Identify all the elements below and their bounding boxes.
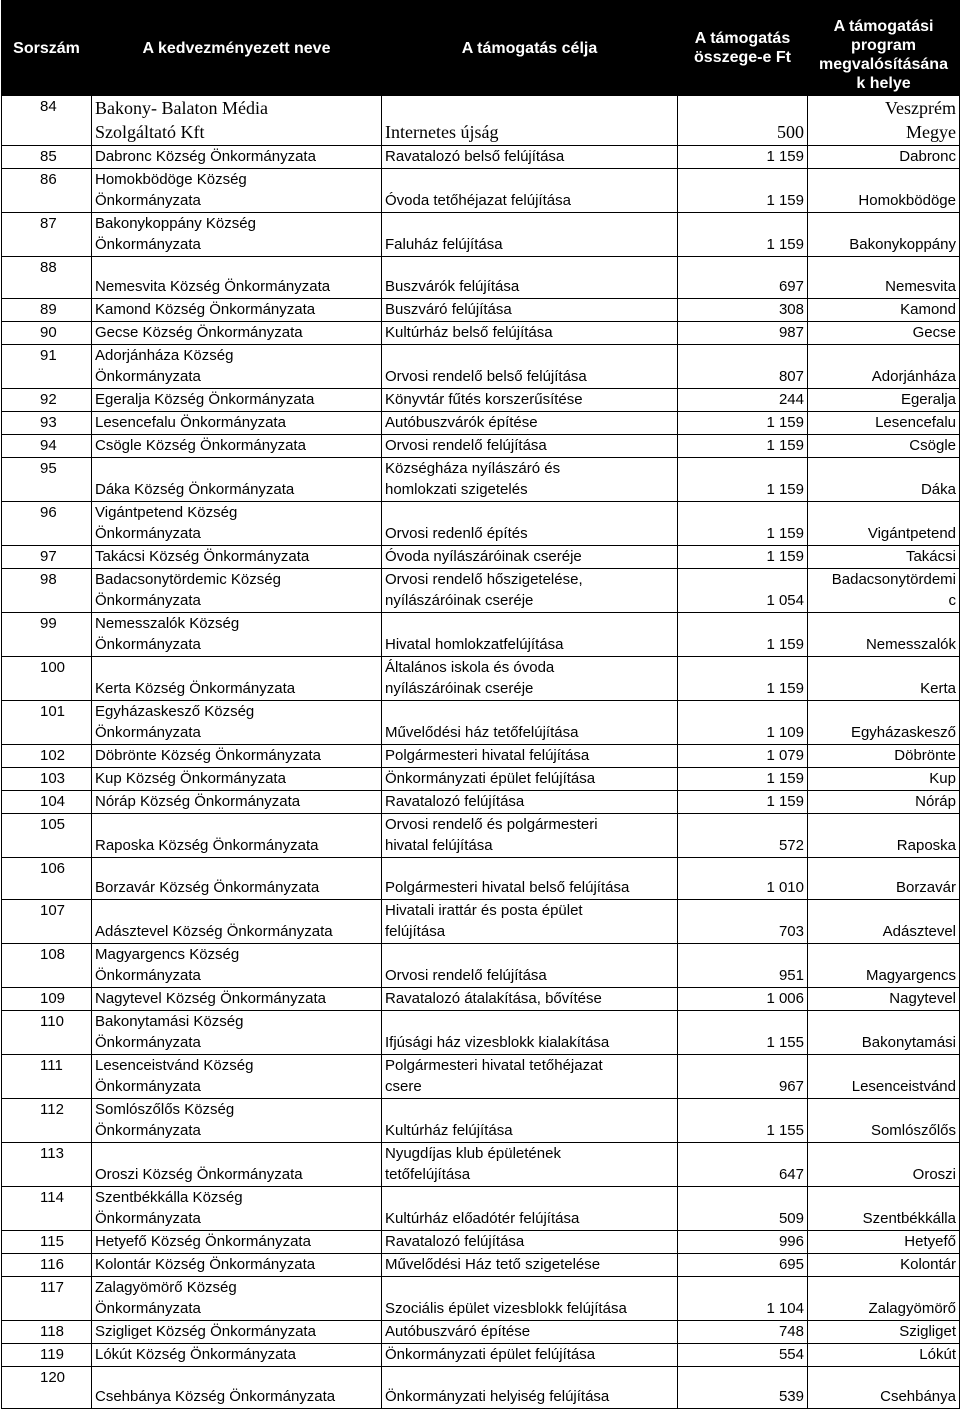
cell-name: Hetyefő Község Önkormányzata xyxy=(92,1231,382,1254)
cell-purpose: Orvosi rendelő belső felújítása xyxy=(382,345,678,389)
table-row xyxy=(2,1011,960,1055)
cell-location: Hetyefő xyxy=(808,1231,960,1254)
cell-location: Egyházaskesző xyxy=(808,701,960,745)
cell-purpose: Könyvtár fűtés korszerűsítése xyxy=(382,389,678,412)
cell-amount: 554 xyxy=(678,1344,808,1367)
header-name: A kedvezményezett neve xyxy=(92,1,382,96)
cell-purpose: Autóbuszváró építése xyxy=(382,1321,678,1344)
cell-name: Egeralja Község Önkormányzata xyxy=(92,389,382,412)
cell-purpose: Ravatalozó belső felújítása xyxy=(382,146,678,169)
cell-amount: 1 006 xyxy=(678,988,808,1011)
cell-num: 104 xyxy=(2,791,92,814)
cell-num: 90 xyxy=(2,322,92,345)
cell-purpose: Hivatal homlokzatfelújítása xyxy=(382,613,678,657)
cell-name: Dáka Község Önkormányzata xyxy=(92,458,382,502)
cell-location: Zalagyömörő xyxy=(808,1277,960,1321)
cell-location: Szentbékkálla xyxy=(808,1187,960,1231)
cell-name: Adorjánháza Község Önkormányzata xyxy=(92,345,382,389)
cell-location: Lesenceistvánd xyxy=(808,1055,960,1099)
cell-num: 107 xyxy=(2,900,92,944)
cell-num: 101 xyxy=(2,701,92,745)
cell-amount: 1 159 xyxy=(678,146,808,169)
cell-purpose: Orvosi rendelő hőszigetelése, nyílászáróinak cseréje xyxy=(382,569,678,613)
cell-amount: 1 159 xyxy=(678,458,808,502)
table-header xyxy=(2,1,960,96)
cell-name: Gecse Község Önkormányzata xyxy=(92,322,382,345)
cell-num: 94 xyxy=(2,435,92,458)
table-row xyxy=(2,858,960,900)
cell-location: Borzavár xyxy=(808,858,960,900)
cell-amount: 1 159 xyxy=(678,791,808,814)
cell-num: 86 xyxy=(2,169,92,213)
cell-num: 85 xyxy=(2,146,92,169)
table-row xyxy=(2,745,960,768)
table-row xyxy=(2,657,960,701)
cell-amount: 1 159 xyxy=(678,546,808,569)
cell-amount: 807 xyxy=(678,345,808,389)
header-purpose: A támogatás célja xyxy=(382,1,678,96)
table-row xyxy=(2,1143,960,1187)
cell-num: 106 xyxy=(2,858,92,900)
cell-num: 84 xyxy=(2,96,92,146)
cell-purpose: Ifjúsági ház vizesblokk kialakítása xyxy=(382,1011,678,1055)
cell-purpose: Hivatali irattár és posta épület felújítása xyxy=(382,900,678,944)
cell-location: Adásztevel xyxy=(808,900,960,944)
cell-amount: 695 xyxy=(678,1254,808,1277)
cell-location: Egeralja xyxy=(808,389,960,412)
cell-purpose: Községháza nyílászáró és homlokzati szigetelés xyxy=(382,458,678,502)
table-row xyxy=(2,502,960,546)
cell-purpose: Faluház felújítása xyxy=(382,213,678,257)
cell-num: 100 xyxy=(2,657,92,701)
table-row xyxy=(2,791,960,814)
cell-amount: 967 xyxy=(678,1055,808,1099)
cell-purpose: Orvosi rendelő felújítása xyxy=(382,944,678,988)
cell-purpose: Polgármesteri hivatal tetőhéjazat csere xyxy=(382,1055,678,1099)
cell-purpose: Művelődési ház tetőfelújítása xyxy=(382,701,678,745)
cell-location: Csehbánya xyxy=(808,1367,960,1409)
cell-name: Somlószőlős Község Önkormányzata xyxy=(92,1099,382,1143)
table-row xyxy=(2,257,960,299)
table-row xyxy=(2,1277,960,1321)
cell-num: 113 xyxy=(2,1143,92,1187)
cell-amount: 1 159 xyxy=(678,412,808,435)
cell-location: Lókút xyxy=(808,1344,960,1367)
cell-location: Kerta xyxy=(808,657,960,701)
cell-num: 92 xyxy=(2,389,92,412)
cell-amount: 1 159 xyxy=(678,502,808,546)
table-row xyxy=(2,546,960,569)
cell-amount: 1 159 xyxy=(678,169,808,213)
table-row xyxy=(2,1254,960,1277)
cell-purpose: Kultúrház felújítása xyxy=(382,1099,678,1143)
cell-purpose: Nyugdíjas klub épületének tetőfelújítása xyxy=(382,1143,678,1187)
cell-purpose: Önkormányzati helyiség felújítása xyxy=(382,1367,678,1409)
cell-amount: 539 xyxy=(678,1367,808,1409)
cell-name: Bakony- Balaton Média Szolgáltató Kft xyxy=(92,96,382,146)
grants-table xyxy=(1,0,960,1409)
cell-name: Adásztevel Község Önkormányzata xyxy=(92,900,382,944)
cell-num: 119 xyxy=(2,1344,92,1367)
cell-num: 99 xyxy=(2,613,92,657)
cell-name: Lesencefalu Önkormányzata xyxy=(92,412,382,435)
cell-name: Csehbánya Község Önkormányzata xyxy=(92,1367,382,1409)
cell-name: Lókút Község Önkormányzata xyxy=(92,1344,382,1367)
cell-amount: 1 159 xyxy=(678,613,808,657)
cell-name: Nóráp Község Önkormányzata xyxy=(92,791,382,814)
table-row xyxy=(2,900,960,944)
cell-num: 114 xyxy=(2,1187,92,1231)
cell-name: Raposka Község Önkormányzata xyxy=(92,814,382,858)
cell-location: Takácsi xyxy=(808,546,960,569)
cell-name: Dabronc Község Önkormányzata xyxy=(92,146,382,169)
cell-purpose: Óvoda tetőhéjazat felújítása xyxy=(382,169,678,213)
cell-amount: 1 159 xyxy=(678,213,808,257)
cell-num: 109 xyxy=(2,988,92,1011)
cell-amount: 308 xyxy=(678,299,808,322)
cell-name: Nagytevel Község Önkormányzata xyxy=(92,988,382,1011)
cell-num: 87 xyxy=(2,213,92,257)
cell-amount: 987 xyxy=(678,322,808,345)
cell-purpose: Orvosi rendelő felújítása xyxy=(382,435,678,458)
cell-purpose: Orvosi rendelő és polgármesteri hivatal felújítása xyxy=(382,814,678,858)
cell-purpose: Kultúrház előadótér felújítása xyxy=(382,1187,678,1231)
cell-num: 105 xyxy=(2,814,92,858)
cell-purpose: Óvoda nyílászáróinak cseréje xyxy=(382,546,678,569)
table-row xyxy=(2,701,960,745)
table-row xyxy=(2,1099,960,1143)
cell-purpose: Kultúrház belső felújítása xyxy=(382,322,678,345)
cell-name: Bakonytamási Község Önkormányzata xyxy=(92,1011,382,1055)
table-row xyxy=(2,1187,960,1231)
cell-amount: 1 159 xyxy=(678,435,808,458)
cell-amount: 1 159 xyxy=(678,657,808,701)
cell-amount: 996 xyxy=(678,1231,808,1254)
cell-amount: 647 xyxy=(678,1143,808,1187)
cell-amount: 697 xyxy=(678,257,808,299)
cell-location: Nemesvita xyxy=(808,257,960,299)
table-row xyxy=(2,435,960,458)
cell-name: Egyházaskesző Község Önkormányzata xyxy=(92,701,382,745)
table-row xyxy=(2,345,960,389)
table-row xyxy=(2,613,960,657)
cell-purpose: Autóbuszvárók építése xyxy=(382,412,678,435)
cell-num: 120 xyxy=(2,1367,92,1409)
table-row xyxy=(2,96,960,146)
cell-location: Somlószőlős xyxy=(808,1099,960,1143)
table-row xyxy=(2,1231,960,1254)
table-row xyxy=(2,768,960,791)
cell-purpose: Orvosi redenlő építés xyxy=(382,502,678,546)
cell-name: Zalagyömörő Község Önkormányzata xyxy=(92,1277,382,1321)
cell-location: Lesencefalu xyxy=(808,412,960,435)
cell-amount: 1 155 xyxy=(678,1011,808,1055)
cell-name: Magyargencs Község Önkormányzata xyxy=(92,944,382,988)
header-location: A támogatási program megvalósításána k helye xyxy=(808,1,960,96)
cell-name: Lesenceistvánd Község Önkormányzata xyxy=(92,1055,382,1099)
cell-name: Oroszi Község Önkormányzata xyxy=(92,1143,382,1187)
cell-purpose: Buszvárók felújítása xyxy=(382,257,678,299)
cell-amount: 1 159 xyxy=(678,768,808,791)
table-row xyxy=(2,299,960,322)
cell-location: Bakonytamási xyxy=(808,1011,960,1055)
cell-location: Veszprém Megye xyxy=(808,96,960,146)
cell-purpose: Általános iskola és óvoda nyílászáróinak cseréje xyxy=(382,657,678,701)
cell-amount: 1 104 xyxy=(678,1277,808,1321)
table-row xyxy=(2,944,960,988)
cell-num: 110 xyxy=(2,1011,92,1055)
table-body xyxy=(2,96,960,1409)
cell-num: 102 xyxy=(2,745,92,768)
cell-num: 95 xyxy=(2,458,92,502)
cell-purpose: Buszváró felújítása xyxy=(382,299,678,322)
cell-location: Raposka xyxy=(808,814,960,858)
table-row xyxy=(2,1321,960,1344)
cell-name: Homokbödöge Község Önkormányzata xyxy=(92,169,382,213)
cell-location: Dabronc xyxy=(808,146,960,169)
table-row xyxy=(2,322,960,345)
cell-purpose: Ravatalozó felújítása xyxy=(382,1231,678,1254)
cell-location: Homokbödöge xyxy=(808,169,960,213)
cell-location: Kamond xyxy=(808,299,960,322)
cell-name: Takácsi Község Önkormányzata xyxy=(92,546,382,569)
cell-name: Kamond Község Önkormányzata xyxy=(92,299,382,322)
cell-location: Magyargencs xyxy=(808,944,960,988)
cell-purpose: Szociális épület vizesblokk felújítása xyxy=(382,1277,678,1321)
cell-location: Adorjánháza xyxy=(808,345,960,389)
cell-amount: 1 054 xyxy=(678,569,808,613)
table-row xyxy=(2,988,960,1011)
cell-name: Kolontár Község Önkormányzata xyxy=(92,1254,382,1277)
cell-amount: 703 xyxy=(678,900,808,944)
cell-name: Nemesszalók Község Önkormányzata xyxy=(92,613,382,657)
cell-purpose: Művelődési Ház tető szigetelése xyxy=(382,1254,678,1277)
table-row xyxy=(2,213,960,257)
cell-purpose: Polgármesteri hivatal belső felújítása xyxy=(382,858,678,900)
cell-location: Oroszi xyxy=(808,1143,960,1187)
cell-amount: 509 xyxy=(678,1187,808,1231)
cell-name: Kup Község Önkormányzata xyxy=(92,768,382,791)
cell-location: Bakonykoppány xyxy=(808,213,960,257)
cell-amount: 1 010 xyxy=(678,858,808,900)
cell-location: Kup xyxy=(808,768,960,791)
cell-num: 115 xyxy=(2,1231,92,1254)
cell-num: 103 xyxy=(2,768,92,791)
cell-name: Nemesvita Község Önkormányzata xyxy=(92,257,382,299)
cell-location: Gecse xyxy=(808,322,960,345)
cell-name: Borzavár Község Önkormányzata xyxy=(92,858,382,900)
cell-location: Szigliget xyxy=(808,1321,960,1344)
cell-amount: 572 xyxy=(678,814,808,858)
cell-name: Szentbékkálla Község Önkormányzata xyxy=(92,1187,382,1231)
table-row xyxy=(2,146,960,169)
cell-name: Szigliget Község Önkormányzata xyxy=(92,1321,382,1344)
cell-num: 97 xyxy=(2,546,92,569)
cell-location: Kolontár xyxy=(808,1254,960,1277)
cell-amount: 951 xyxy=(678,944,808,988)
cell-name: Vigántpetend Község Önkormányzata xyxy=(92,502,382,546)
cell-purpose: Ravatalozó felújítása xyxy=(382,791,678,814)
cell-location: Vigántpetend xyxy=(808,502,960,546)
header-amount: A támogatás összege-e Ft xyxy=(678,1,808,96)
cell-num: 91 xyxy=(2,345,92,389)
cell-num: 111 xyxy=(2,1055,92,1099)
table-row xyxy=(2,458,960,502)
cell-location: Nemesszalók xyxy=(808,613,960,657)
cell-location: Nagytevel xyxy=(808,988,960,1011)
cell-num: 98 xyxy=(2,569,92,613)
cell-amount: 1 079 xyxy=(678,745,808,768)
cell-name: Badacsonytördemic Község Önkormányzata xyxy=(92,569,382,613)
cell-num: 88 xyxy=(2,257,92,299)
cell-num: 116 xyxy=(2,1254,92,1277)
cell-num: 93 xyxy=(2,412,92,435)
cell-num: 89 xyxy=(2,299,92,322)
table-row xyxy=(2,389,960,412)
table-row xyxy=(2,1055,960,1099)
cell-amount: 1 109 xyxy=(678,701,808,745)
cell-amount: 500 xyxy=(678,96,808,146)
table-row xyxy=(2,412,960,435)
cell-name: Bakonykoppány Község Önkormányzata xyxy=(92,213,382,257)
cell-purpose: Ravatalozó átalakítása, bővítése xyxy=(382,988,678,1011)
table-row xyxy=(2,814,960,858)
cell-num: 96 xyxy=(2,502,92,546)
cell-name: Kerta Község Önkormányzata xyxy=(92,657,382,701)
table-row xyxy=(2,1344,960,1367)
cell-num: 108 xyxy=(2,944,92,988)
cell-location: Csögle xyxy=(808,435,960,458)
cell-purpose: Internetes újság xyxy=(382,96,678,146)
cell-num: 117 xyxy=(2,1277,92,1321)
cell-location: Nóráp xyxy=(808,791,960,814)
cell-amount: 1 155 xyxy=(678,1099,808,1143)
table-row xyxy=(2,169,960,213)
header-num: Sorszám xyxy=(2,1,92,96)
cell-purpose: Önkormányzati épület felújítása xyxy=(382,1344,678,1367)
cell-location: Badacsonytördemi c xyxy=(808,569,960,613)
cell-location: Dáka xyxy=(808,458,960,502)
table-row xyxy=(2,569,960,613)
cell-name: Csögle Község Önkormányzata xyxy=(92,435,382,458)
cell-location: Döbrönte xyxy=(808,745,960,768)
cell-amount: 244 xyxy=(678,389,808,412)
cell-purpose: Polgármesteri hivatal felújítása xyxy=(382,745,678,768)
cell-amount: 748 xyxy=(678,1321,808,1344)
cell-name: Döbrönte Község Önkormányzata xyxy=(92,745,382,768)
cell-num: 112 xyxy=(2,1099,92,1143)
cell-num: 118 xyxy=(2,1321,92,1344)
table-row xyxy=(2,1367,960,1409)
cell-purpose: Önkormányzati épület felújítása xyxy=(382,768,678,791)
